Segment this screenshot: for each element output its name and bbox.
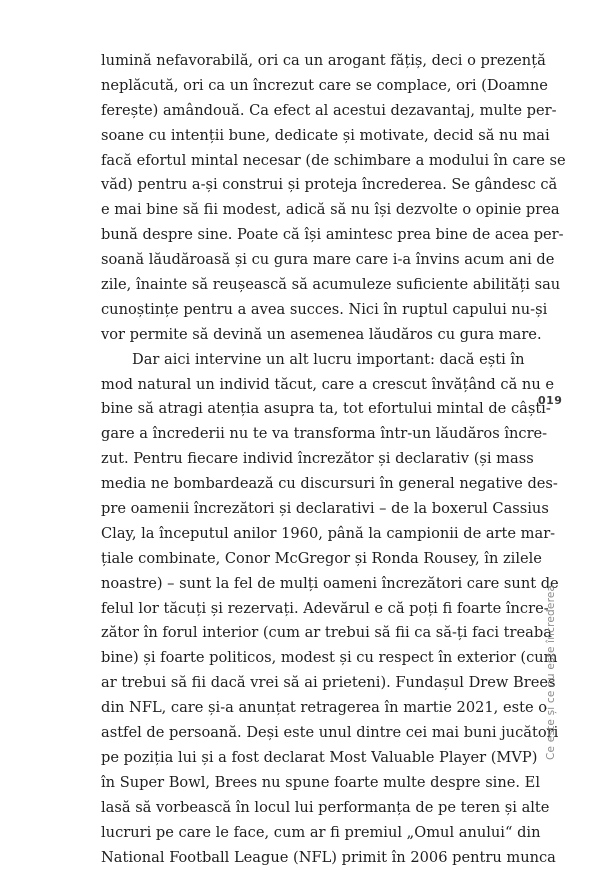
text-line: gare a încrederii nu te va transforma într-un lăudăros încre- (101, 422, 517, 447)
text-line: zător în forul interior (cum ar trebui să fii ca să-ți faci treaba (101, 621, 517, 646)
text-line: soană lăudăroasă și cu gura mare care i-a învins acum ani de (101, 248, 517, 273)
text-line: pe poziția lui și a fost declarat Most Valuable Player (MVP) (101, 746, 517, 771)
text-line: bine să atragi atenția asupra ta, tot efortului mintal de câști- (101, 397, 517, 422)
text-line: pre oamenii încrezători și declarativi – de la boxerul Cassius (101, 497, 517, 522)
text-line: lucruri pe care le face, cum ar fi premiul „Omul anului“ din (101, 821, 517, 846)
text-line: media ne bombardează cu discursuri în general negative des- (101, 472, 517, 497)
text-line: văd) pentru a-și construi și proteja încrederea. Se gândesc că (101, 173, 517, 198)
text-line: Dar aici intervine un alt lucru important: dacă ești în (101, 348, 517, 373)
body-text (101, 49, 517, 870)
text-line: ferește) amândouă. Ca efect al acestui dezavantaj, multe per- (101, 99, 517, 124)
text-line: e mai bine să fii modest, adică să nu își dezvolte o opinie prea (101, 198, 517, 223)
paragraph-1 (101, 49, 517, 348)
text-line: facă efortul mintal necesar (de schimbare a modului în care se (101, 149, 517, 174)
text-line: neplăcută, ori ca un încrezut care se complace, ori (Doamne (101, 74, 517, 99)
text-line: noastre) – sunt la fel de mulți oameni încrezători care sunt de (101, 572, 517, 597)
text-line: soane cu intenții bune, dedicate și motivate, decid să nu mai (101, 124, 517, 149)
text-line: zut. Pentru fiecare individ încrezător și declarativ (și mass (101, 447, 517, 472)
text-line: vor permite să devină un asemenea lăudăros cu gura mare. (101, 323, 517, 348)
text-line: cunoștințe pentru a avea succes. Nici în ruptul capului nu-și (101, 298, 517, 323)
text-line: lumină nefavorabilă, ori ca un arogant fățiș, deci o prezență (101, 49, 517, 74)
page-number: 019 (538, 394, 562, 407)
text-line: National Football League (NFL) primit în 2006 pentru munca (101, 846, 517, 870)
text-line: ar trebui să fii dacă vrei să ai prieteni). Fundașul Drew Brees (101, 671, 517, 696)
text-line: lasă să vorbească în locul lui performanța de pe teren și alte (101, 796, 517, 821)
text-line: felul lor tăcuți și rezervați. Adevărul e că poți fi foarte încre- (101, 597, 517, 622)
text-line: astfel de persoană. Deși este unul dintre cei mai buni jucători (101, 721, 517, 746)
text-line: în Super Bowl, Brees nu spune foarte multe despre sine. El (101, 771, 517, 796)
text-line: bine) și foarte politicos, modest și cu respect în exterior (cum (101, 646, 517, 671)
text-line: țiale combinate, Conor McGregor și Ronda Rousey, în zilele (101, 547, 517, 572)
text-line: Clay, la începutul anilor 1960, până la campionii de arte mar- (101, 522, 517, 547)
paragraph-2 (101, 348, 517, 870)
text-line: bună despre sine. Poate că își amintesc prea bine de acea per- (101, 223, 517, 248)
text-line: mod natural un individ tăcut, care a crescut învățând că nu e (101, 373, 517, 398)
running-title: Ce este și ce nu este încrederea (545, 585, 557, 760)
text-line: din NFL, care și-a anunțat retragerea în martie 2021, este o (101, 696, 517, 721)
text-line: zile, înainte să reușească să acumuleze suficiente abilități sau (101, 273, 517, 298)
